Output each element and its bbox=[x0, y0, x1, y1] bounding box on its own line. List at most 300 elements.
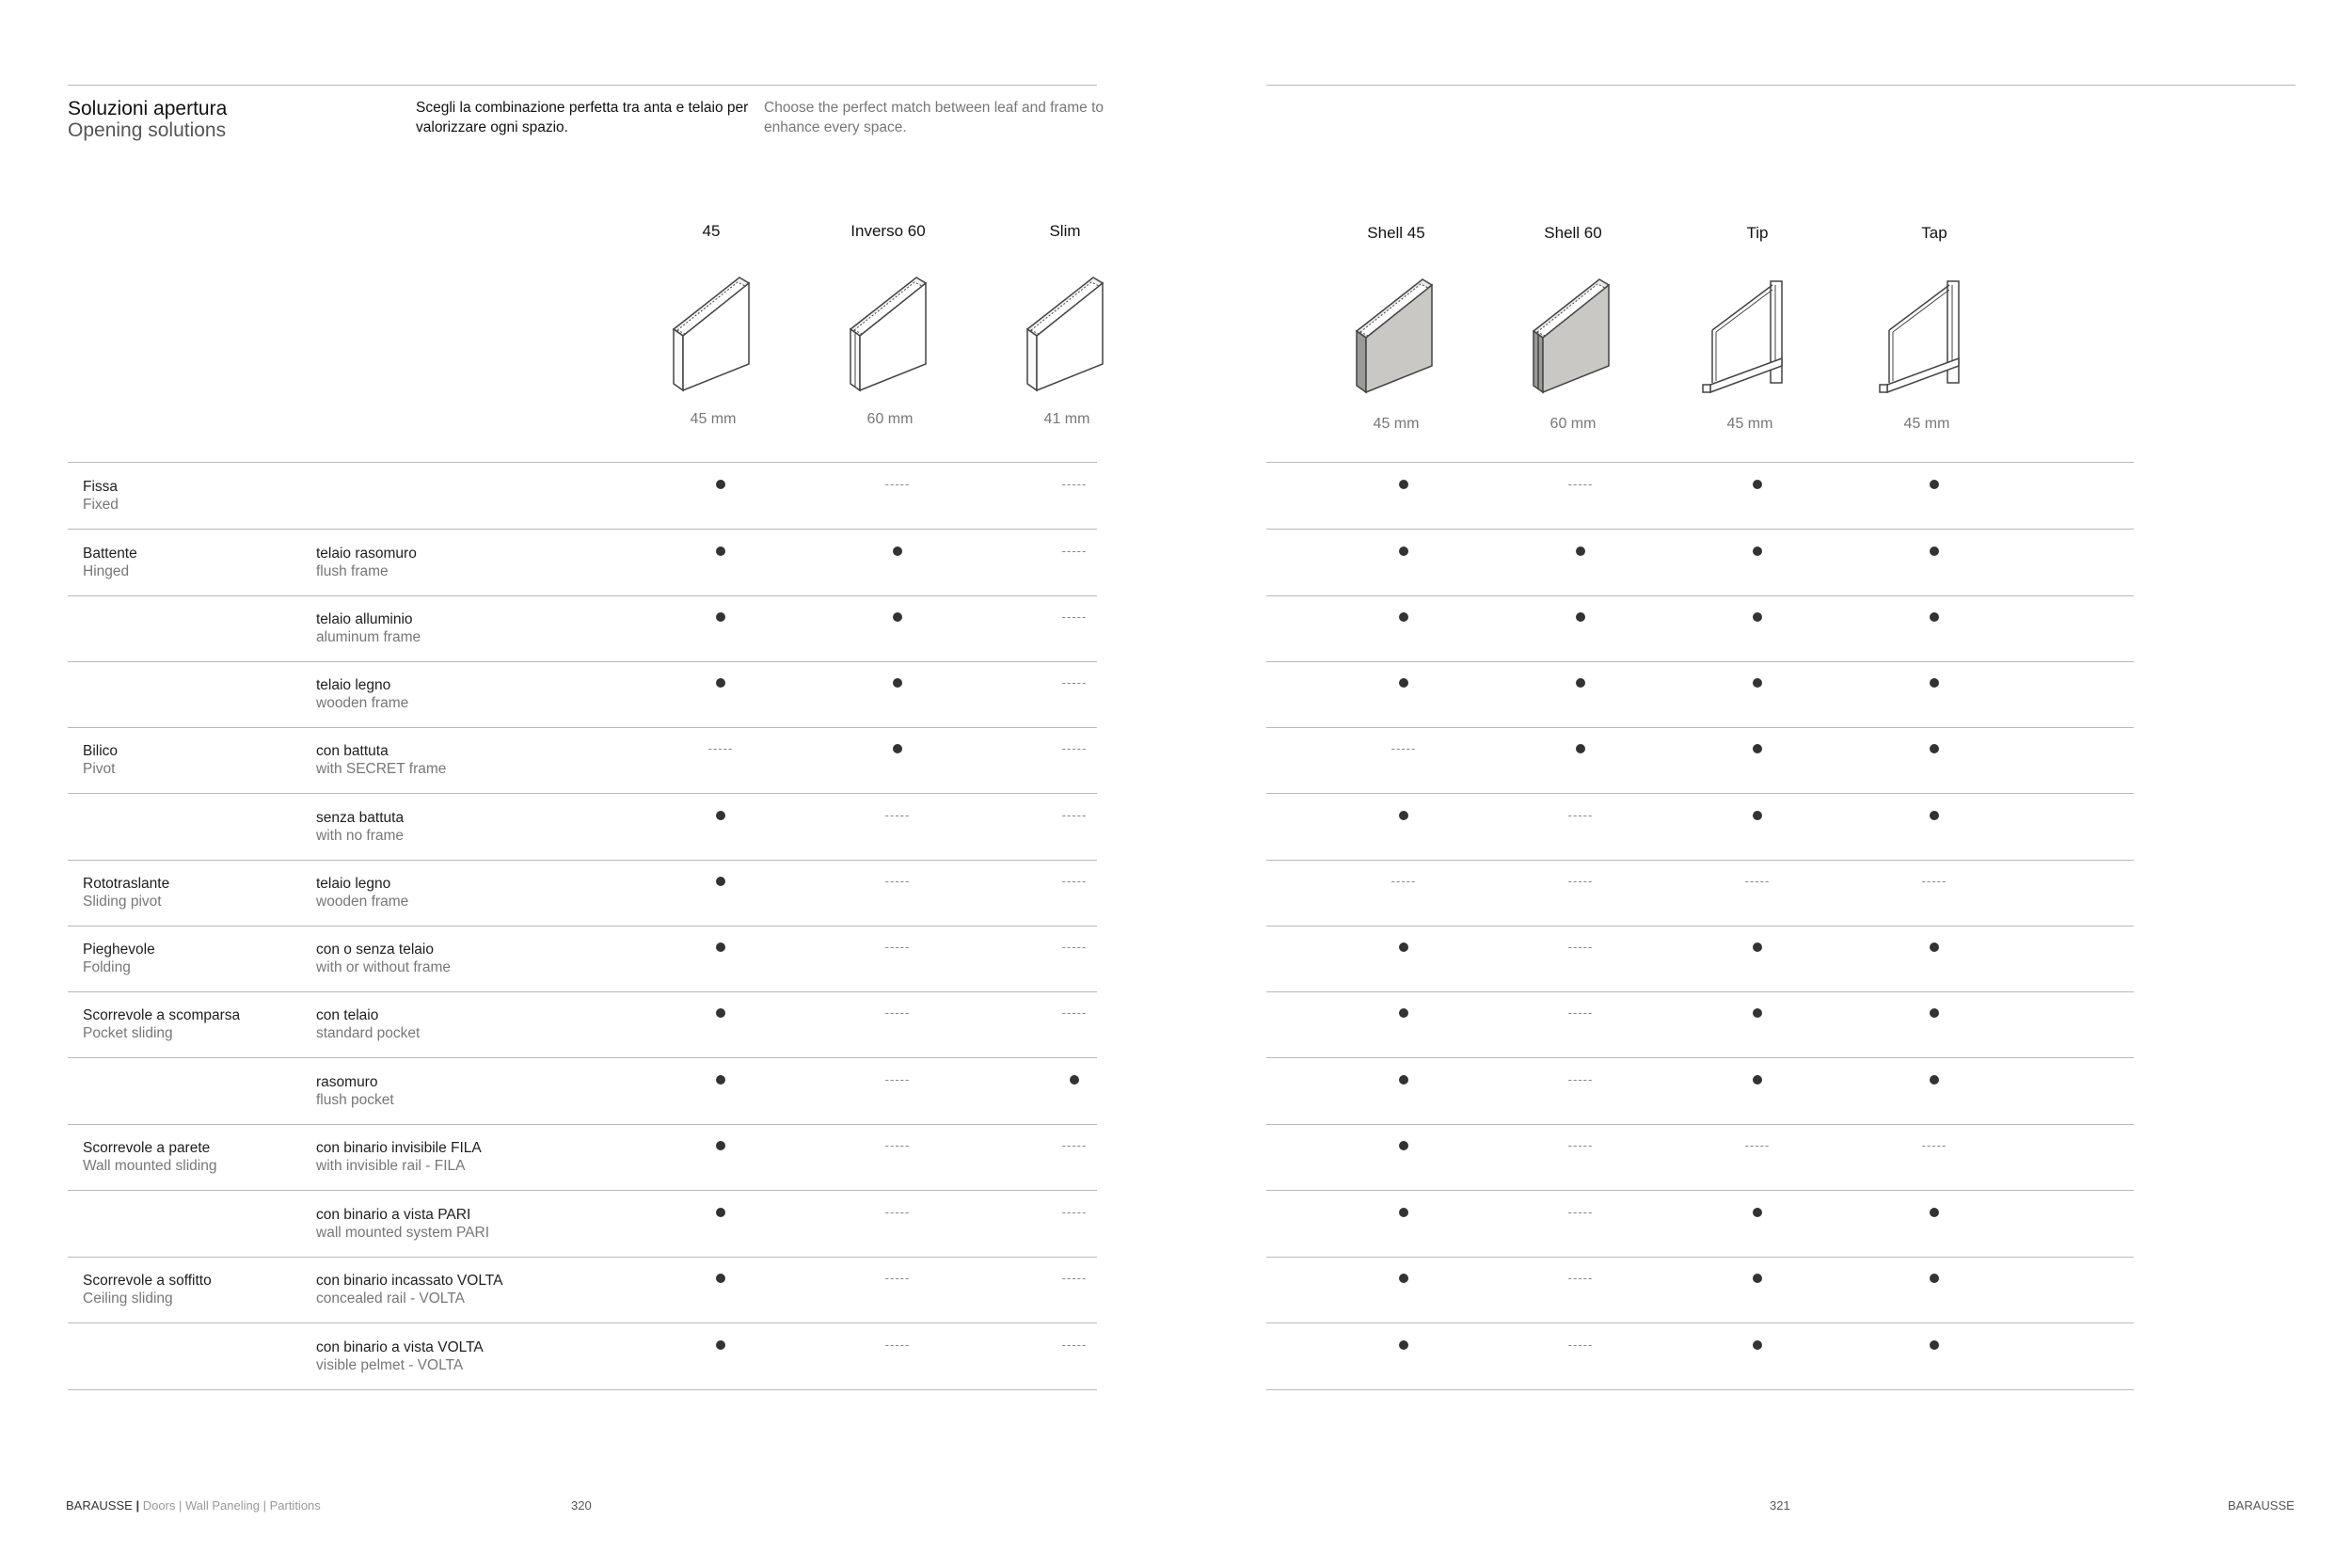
dash-mark: ----- bbox=[884, 1338, 911, 1352]
available-dot bbox=[1739, 1070, 1776, 1089]
group-label-it: Battente bbox=[83, 546, 137, 562]
dot-mark bbox=[1753, 744, 1762, 753]
row-sub-label bbox=[316, 1206, 489, 1242]
available-dot bbox=[1915, 673, 1953, 692]
row-group-label bbox=[83, 1139, 216, 1175]
not-available-dash bbox=[1562, 1004, 1599, 1022]
not-available-dash bbox=[1056, 475, 1093, 494]
available-dot bbox=[1562, 608, 1599, 626]
dot-mark bbox=[716, 1008, 725, 1018]
group-label-it: Fissa bbox=[83, 479, 119, 495]
dot-mark bbox=[1753, 942, 1762, 952]
dash-mark: ----- bbox=[1061, 1205, 1088, 1219]
available-dot bbox=[702, 673, 739, 692]
available-dot bbox=[1385, 938, 1422, 957]
dash-mark: ----- bbox=[1061, 1006, 1088, 1020]
available-dot bbox=[1739, 608, 1776, 626]
sub-label-en: standard pocket bbox=[316, 1025, 421, 1041]
dash-mark: ----- bbox=[1567, 1006, 1594, 1020]
dash-mark: ----- bbox=[1567, 940, 1594, 954]
column-thickness-3: 45 mm bbox=[1373, 416, 1420, 432]
group-label-it: Bilico bbox=[83, 743, 119, 759]
available-dot bbox=[702, 608, 739, 626]
dot-mark bbox=[1930, 480, 1939, 489]
dash-mark: ----- bbox=[1567, 874, 1594, 888]
not-available-dash bbox=[1915, 872, 1953, 891]
dot-mark bbox=[1576, 546, 1585, 556]
group-label-it: Scorrevole a scomparsa bbox=[83, 1007, 241, 1023]
footer-left bbox=[66, 1498, 321, 1513]
door-leaf-inverso-60-icon bbox=[832, 259, 935, 400]
dot-mark bbox=[1930, 1340, 1939, 1350]
row-rule bbox=[68, 727, 1097, 728]
row-rule bbox=[1266, 595, 2134, 596]
not-available-dash bbox=[1385, 872, 1422, 891]
dot-mark bbox=[716, 877, 725, 886]
dot-mark bbox=[1070, 1075, 1079, 1085]
row-rule bbox=[68, 1057, 1097, 1058]
dash-mark: ----- bbox=[1061, 1138, 1088, 1152]
column-name-5: Tip bbox=[1746, 224, 1769, 242]
dot-mark bbox=[1930, 744, 1939, 753]
row-sub-label bbox=[316, 1338, 484, 1374]
available-dot bbox=[1562, 739, 1599, 758]
row-rule bbox=[1266, 991, 2134, 992]
row-sub-label bbox=[316, 1139, 482, 1175]
available-dot bbox=[1915, 1203, 1953, 1222]
available-dot bbox=[1739, 806, 1776, 825]
door-leaf-shell-60-icon bbox=[1515, 261, 1618, 402]
sub-label-it: con battuta bbox=[316, 743, 389, 759]
row-rule bbox=[68, 661, 1097, 662]
dash-mark: ----- bbox=[1567, 1205, 1594, 1219]
not-available-dash bbox=[1056, 806, 1093, 825]
dot-mark bbox=[1576, 612, 1585, 622]
group-label-en: Wall mounted sliding bbox=[83, 1158, 217, 1174]
dot-mark bbox=[716, 546, 725, 556]
not-available-dash bbox=[1056, 673, 1093, 692]
available-dot bbox=[1739, 1269, 1776, 1288]
row-sub-label bbox=[316, 875, 408, 911]
dash-mark: ----- bbox=[884, 808, 911, 822]
row-sub-label bbox=[316, 941, 451, 976]
row-group-label bbox=[83, 1272, 212, 1307]
sub-label-en: with no frame bbox=[316, 828, 405, 844]
sub-label-en: visible pelmet - VOLTA bbox=[316, 1357, 464, 1373]
sub-label-it: senza battuta bbox=[316, 810, 405, 826]
footer-separator: | bbox=[135, 1498, 140, 1513]
column-thickness-6: 45 mm bbox=[1903, 416, 1950, 432]
row-sub-label bbox=[316, 676, 408, 712]
row-group-label bbox=[83, 478, 119, 514]
available-dot bbox=[1915, 542, 1953, 561]
dash-mark: ----- bbox=[1061, 1271, 1088, 1285]
row-rule bbox=[1266, 529, 2134, 530]
available-dot bbox=[702, 1203, 739, 1222]
dot-mark bbox=[1930, 811, 1939, 820]
group-label-it: Scorrevole a parete bbox=[83, 1140, 211, 1156]
sub-label-en: wooden frame bbox=[316, 695, 409, 711]
row-sub-label bbox=[316, 809, 404, 845]
not-available-dash bbox=[879, 1070, 916, 1089]
sub-label-en: aluminum frame bbox=[316, 629, 421, 645]
available-dot bbox=[1385, 1336, 1422, 1354]
row-group-label bbox=[83, 545, 137, 580]
column-thickness-1: 60 mm bbox=[866, 411, 914, 427]
column-thickness-5: 45 mm bbox=[1726, 416, 1773, 432]
row-group-label bbox=[83, 941, 155, 976]
dot-mark bbox=[1930, 1274, 1939, 1283]
row-rule bbox=[68, 1257, 1097, 1258]
column-thickness-4: 60 mm bbox=[1549, 416, 1597, 432]
not-available-dash bbox=[1562, 1336, 1599, 1354]
page-subtitle: Opening solutions bbox=[68, 119, 227, 141]
available-dot bbox=[702, 1070, 739, 1089]
dot-mark bbox=[1399, 678, 1408, 688]
sub-label-it: telaio rasomuro bbox=[316, 546, 417, 562]
row-rule bbox=[1266, 860, 2134, 861]
dot-mark bbox=[1753, 678, 1762, 688]
column-name-6: Tap bbox=[1921, 224, 1947, 242]
group-label-en: Hinged bbox=[83, 563, 130, 579]
group-label-en: Pivot bbox=[83, 761, 116, 777]
available-dot bbox=[1739, 739, 1776, 758]
dot-mark bbox=[1753, 1340, 1762, 1350]
available-dot bbox=[1385, 673, 1422, 692]
group-label-it: Scorrevole a soffitto bbox=[83, 1273, 212, 1289]
available-dot bbox=[1915, 1269, 1953, 1288]
row-rule bbox=[68, 595, 1097, 596]
footer-brand-right: BARAUSSE bbox=[2228, 1498, 2295, 1513]
dot-mark bbox=[1753, 1008, 1762, 1018]
dash-mark: ----- bbox=[884, 1006, 911, 1020]
row-rule bbox=[1266, 462, 2134, 463]
dot-mark bbox=[1399, 480, 1408, 489]
dot-mark bbox=[1753, 546, 1762, 556]
column-thickness-2: 41 mm bbox=[1043, 411, 1090, 427]
dash-mark: ----- bbox=[884, 940, 911, 954]
dot-mark bbox=[1576, 744, 1585, 753]
dot-mark bbox=[716, 1340, 725, 1350]
dash-mark: ----- bbox=[884, 477, 911, 491]
available-dot bbox=[1915, 475, 1953, 494]
not-available-dash bbox=[1385, 739, 1422, 758]
dash-mark: ----- bbox=[1567, 1072, 1594, 1086]
dot-mark bbox=[716, 612, 725, 622]
dot-mark bbox=[1399, 1008, 1408, 1018]
dash-mark: ----- bbox=[1061, 544, 1088, 558]
page-title: Soluzioni apertura bbox=[68, 98, 228, 119]
dot-mark bbox=[1399, 546, 1408, 556]
column-thickness-0: 45 mm bbox=[690, 411, 737, 427]
not-available-dash bbox=[1056, 872, 1093, 891]
dot-mark bbox=[1753, 480, 1762, 489]
sub-label-it: telaio legno bbox=[316, 677, 391, 693]
sub-label-it: con binario incassato VOLTA bbox=[316, 1273, 503, 1289]
dash-mark: ----- bbox=[1061, 477, 1088, 491]
available-dot bbox=[702, 475, 739, 494]
dash-mark: ----- bbox=[1567, 1338, 1594, 1352]
sub-label-it: con o senza telaio bbox=[316, 942, 434, 958]
sub-label-en: concealed rail - VOLTA bbox=[316, 1291, 465, 1307]
row-rule bbox=[68, 991, 1097, 992]
row-rule bbox=[1266, 1057, 2134, 1058]
dash-mark: ----- bbox=[1061, 741, 1088, 755]
dot-mark bbox=[893, 744, 902, 753]
sub-label-en: wall mounted system PARI bbox=[316, 1225, 490, 1241]
sub-label-it: telaio legno bbox=[316, 876, 391, 892]
sub-label-it: con binario invisibile FILA bbox=[316, 1140, 482, 1156]
not-available-dash bbox=[1056, 1004, 1093, 1022]
row-rule bbox=[1266, 926, 2134, 927]
row-rule bbox=[1266, 661, 2134, 662]
dot-mark bbox=[1930, 942, 1939, 952]
available-dot bbox=[1385, 1269, 1422, 1288]
not-available-dash bbox=[879, 872, 916, 891]
column-name-4: Shell 60 bbox=[1544, 224, 1602, 242]
available-dot bbox=[1562, 542, 1599, 561]
row-group-label bbox=[83, 1006, 240, 1042]
sub-label-it: con telaio bbox=[316, 1007, 379, 1023]
available-dot bbox=[1915, 938, 1953, 957]
group-label-en: Ceiling sliding bbox=[83, 1291, 173, 1307]
dot-mark bbox=[1753, 1208, 1762, 1217]
not-available-dash bbox=[1562, 806, 1599, 825]
dash-mark: ----- bbox=[1061, 1338, 1088, 1352]
available-dot bbox=[1915, 739, 1953, 758]
not-available-dash bbox=[879, 806, 916, 825]
dot-mark bbox=[1399, 1141, 1408, 1150]
available-dot bbox=[1056, 1070, 1093, 1089]
group-label-it: Pieghevole bbox=[83, 942, 155, 958]
dot-mark bbox=[716, 1274, 725, 1283]
dot-mark bbox=[1753, 1075, 1762, 1085]
sub-label-en: flush frame bbox=[316, 563, 389, 579]
group-label-en: Sliding pivot bbox=[83, 894, 162, 910]
top-rule-left bbox=[68, 85, 1097, 86]
row-rule bbox=[68, 1389, 1097, 1390]
sub-label-en: flush pocket bbox=[316, 1092, 394, 1108]
sub-label-en: with or without frame bbox=[316, 959, 451, 975]
available-dot bbox=[1385, 1004, 1422, 1022]
available-dot bbox=[702, 806, 739, 825]
column-name-2: Slim bbox=[1049, 222, 1081, 240]
dot-mark bbox=[1930, 1208, 1939, 1217]
dash-mark: ----- bbox=[1061, 610, 1088, 624]
dot-mark bbox=[893, 612, 902, 622]
dot-mark bbox=[1753, 612, 1762, 622]
not-available-dash bbox=[702, 739, 739, 758]
available-dot bbox=[1739, 475, 1776, 494]
group-label-en: Folding bbox=[83, 959, 131, 975]
dot-mark bbox=[716, 1208, 725, 1217]
row-rule bbox=[68, 793, 1097, 794]
dot-mark bbox=[716, 942, 725, 952]
not-available-dash bbox=[1056, 1203, 1093, 1222]
dash-mark: ----- bbox=[1567, 477, 1594, 491]
row-rule bbox=[1266, 1124, 2134, 1125]
available-dot bbox=[1915, 806, 1953, 825]
dash-mark: ----- bbox=[707, 741, 734, 755]
not-available-dash bbox=[879, 1203, 916, 1222]
dot-mark bbox=[1753, 811, 1762, 820]
dash-mark: ----- bbox=[1391, 741, 1417, 755]
dot-mark bbox=[1399, 612, 1408, 622]
not-available-dash bbox=[879, 1136, 916, 1155]
not-available-dash bbox=[1562, 1070, 1599, 1089]
dash-mark: ----- bbox=[884, 874, 911, 888]
top-rule-right bbox=[1266, 85, 2296, 86]
not-available-dash bbox=[879, 938, 916, 957]
available-dot bbox=[702, 1004, 739, 1022]
sub-label-it: telaio alluminio bbox=[316, 611, 413, 627]
dot-mark bbox=[1576, 678, 1585, 688]
available-dot bbox=[879, 739, 916, 758]
dash-mark: ----- bbox=[1567, 1138, 1594, 1152]
available-dot bbox=[1385, 1203, 1422, 1222]
dot-mark bbox=[1930, 612, 1939, 622]
not-available-dash bbox=[879, 475, 916, 494]
not-available-dash bbox=[1056, 938, 1093, 957]
not-available-dash bbox=[879, 1336, 916, 1354]
dot-mark bbox=[1930, 1075, 1939, 1085]
row-sub-label bbox=[316, 545, 417, 580]
door-leaf-shell-45-icon bbox=[1338, 261, 1441, 402]
row-rule bbox=[1266, 1389, 2134, 1390]
available-dot bbox=[1915, 1004, 1953, 1022]
dash-mark: ----- bbox=[884, 1205, 911, 1219]
row-rule bbox=[68, 926, 1097, 927]
not-available-dash bbox=[1562, 1203, 1599, 1222]
column-name-1: Inverso 60 bbox=[850, 222, 926, 240]
row-rule bbox=[1266, 1257, 2134, 1258]
dot-mark bbox=[716, 1075, 725, 1085]
available-dot bbox=[1562, 673, 1599, 692]
not-available-dash bbox=[1562, 938, 1599, 957]
available-dot bbox=[879, 608, 916, 626]
dash-mark: ----- bbox=[1744, 874, 1771, 888]
row-rule bbox=[68, 1190, 1097, 1191]
not-available-dash bbox=[1056, 739, 1093, 758]
door-leaf-slim-icon bbox=[1009, 259, 1112, 400]
dot-mark bbox=[716, 811, 725, 820]
not-available-dash bbox=[1056, 1269, 1093, 1288]
row-rule bbox=[1266, 727, 2134, 728]
not-available-dash bbox=[1056, 542, 1093, 561]
intro-italian: Scegli la combinazione perfetta tra anta e telaio per valorizzare ogni spazio. bbox=[416, 100, 749, 135]
dash-mark: ----- bbox=[1921, 874, 1947, 888]
dash-mark: ----- bbox=[884, 1072, 911, 1086]
not-available-dash bbox=[1739, 872, 1776, 891]
column-name-3: Shell 45 bbox=[1367, 224, 1425, 242]
dot-mark bbox=[716, 480, 725, 489]
available-dot bbox=[1385, 542, 1422, 561]
dash-mark: ----- bbox=[1061, 808, 1088, 822]
dot-mark bbox=[1399, 942, 1408, 952]
glass-frame-tip-icon bbox=[1692, 261, 1795, 402]
available-dot bbox=[1385, 1136, 1422, 1155]
intro-english: Choose the perfect match between leaf and frame to enhance every space. bbox=[764, 100, 1104, 135]
not-available-dash bbox=[1056, 1336, 1093, 1354]
group-label-it: Rototraslante bbox=[83, 876, 170, 892]
available-dot bbox=[702, 872, 739, 891]
available-dot bbox=[1385, 608, 1422, 626]
sub-label-it: rasomuro bbox=[316, 1074, 378, 1090]
available-dot bbox=[1385, 806, 1422, 825]
row-sub-label bbox=[316, 610, 421, 646]
available-dot bbox=[1739, 1203, 1776, 1222]
available-dot bbox=[1739, 542, 1776, 561]
dash-mark: ----- bbox=[1744, 1138, 1771, 1152]
available-dot bbox=[879, 673, 916, 692]
dash-mark: ----- bbox=[1921, 1138, 1947, 1152]
not-available-dash bbox=[879, 1004, 916, 1022]
row-rule bbox=[1266, 1190, 2134, 1191]
row-sub-label bbox=[316, 1006, 420, 1042]
available-dot bbox=[1739, 938, 1776, 957]
footer-brand: BARAUSSE bbox=[66, 1498, 133, 1513]
dash-mark: ----- bbox=[1061, 940, 1088, 954]
not-available-dash bbox=[1056, 1136, 1093, 1155]
available-dot bbox=[1739, 1336, 1776, 1354]
available-dot bbox=[1915, 1336, 1953, 1354]
row-sub-label bbox=[316, 1272, 502, 1307]
dash-mark: ----- bbox=[1567, 808, 1594, 822]
dot-mark bbox=[893, 678, 902, 688]
group-label-en: Pocket sliding bbox=[83, 1025, 173, 1041]
sub-label-en: with invisible rail - FILA bbox=[316, 1158, 466, 1174]
dot-mark bbox=[893, 546, 902, 556]
available-dot bbox=[1385, 475, 1422, 494]
available-dot bbox=[702, 542, 739, 561]
not-available-dash bbox=[1562, 1269, 1599, 1288]
available-dot bbox=[702, 1136, 739, 1155]
dash-mark: ----- bbox=[1061, 874, 1088, 888]
sub-label-it: con binario a vista VOLTA bbox=[316, 1339, 484, 1355]
row-rule bbox=[68, 529, 1097, 530]
not-available-dash bbox=[1562, 872, 1599, 891]
dash-mark: ----- bbox=[884, 1138, 911, 1152]
not-available-dash bbox=[1562, 1136, 1599, 1155]
dot-mark bbox=[1930, 546, 1939, 556]
not-available-dash bbox=[1562, 475, 1599, 494]
available-dot bbox=[879, 542, 916, 561]
dash-mark: ----- bbox=[1391, 874, 1417, 888]
available-dot bbox=[1915, 608, 1953, 626]
row-rule bbox=[68, 860, 1097, 861]
available-dot bbox=[1739, 1004, 1776, 1022]
available-dot bbox=[702, 1269, 739, 1288]
row-group-label bbox=[83, 742, 118, 778]
footer-categories: Doors | Wall Paneling | Partitions bbox=[142, 1498, 321, 1513]
row-sub-label bbox=[316, 742, 446, 778]
dot-mark bbox=[1399, 1208, 1408, 1217]
page-number-left: 320 bbox=[571, 1498, 592, 1513]
sub-label-it: con binario a vista PARI bbox=[316, 1207, 471, 1223]
not-available-dash bbox=[1915, 1136, 1953, 1155]
dot-mark bbox=[716, 1141, 725, 1150]
not-available-dash bbox=[1056, 608, 1093, 626]
row-sub-label bbox=[316, 1073, 394, 1109]
available-dot bbox=[702, 1336, 739, 1354]
available-dot bbox=[1385, 1070, 1422, 1089]
dot-mark bbox=[1399, 811, 1408, 820]
dash-mark: ----- bbox=[884, 1271, 911, 1285]
dot-mark bbox=[1930, 678, 1939, 688]
sub-label-en: wooden frame bbox=[316, 894, 409, 910]
not-available-dash bbox=[879, 1269, 916, 1288]
group-label-en: Fixed bbox=[83, 497, 119, 513]
